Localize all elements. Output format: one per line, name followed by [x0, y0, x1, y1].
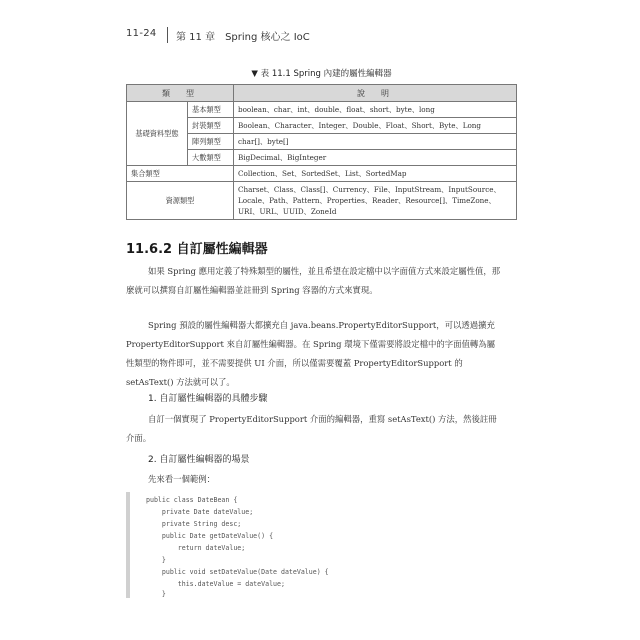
- page-number: 11-24: [126, 28, 157, 39]
- subsection-heading: 2. 自訂屬性編輯器的場景: [148, 455, 250, 465]
- paragraph: 如果 Spring 應用定義了特殊類型的屬性，並且希望在設定檔中以字面值方式來設定屬性值，那麼就可以撰寫自訂屬性編輯器並註冊到 Spring 容器的方式來實現。: [126, 266, 501, 295]
- category-cell: 資源類型: [127, 182, 234, 220]
- code-line: }: [146, 556, 166, 564]
- page-header: [126, 28, 526, 44]
- paragraph: 自訂一個實現了 PropertyEditorSupport 介面的編輯器，重寫 setAsText() 方法，然後註冊介面。: [126, 414, 497, 443]
- code-block: [126, 492, 502, 598]
- description-cell: BigDecimal、BigInteger: [234, 150, 517, 166]
- table-row: [127, 182, 517, 220]
- paragraph: 先來看一個範例：: [148, 474, 215, 484]
- table-row: [127, 166, 517, 182]
- code-block-bar: [126, 492, 130, 598]
- section-heading: 11.6.2 自訂屬性編輯器: [126, 242, 268, 257]
- code-line: private String desc;: [146, 520, 242, 528]
- header-divider: [167, 27, 168, 43]
- paragraph: Spring 預設的屬性編輯器大都擴充自 java.beans.PropertyEditorSupport，可以透過擴充 PropertyEditorSupport 來自訂屬性編輯器。在 Spring 環境下僅需要將設定檔中的字面值轉為屬性類型的物件即可，並不需要提供 UI 介面，所以僅需要覆蓋 PropertyEditorSupport 的 setAsText() 方法就可以了。: [126, 320, 495, 387]
- description-cell: Collection、Set、SortedSet、List、SortedMap: [234, 166, 517, 182]
- code-line: public class DateBean {: [146, 496, 238, 504]
- description-cell: Charset、Class、Class[]、Currency、File、InputStream、InputSource、Locale、Path、Pattern、Properties、Reader、Resource[]、TimeZone、URI、URL、UUID、ZoneId: [234, 182, 517, 220]
- subcategory-cell: 陣列類型: [188, 134, 234, 150]
- code-line: private Date dateValue;: [146, 508, 254, 516]
- subsection-heading: 1. 自訂屬性編輯器的具體步驟: [148, 394, 268, 404]
- table-caption: ▼ 表 11.1 Spring 內建的屬性編輯器: [251, 69, 392, 79]
- description-cell: Boolean、Character、Integer、Double、Float、Short、Byte、Long: [234, 118, 517, 134]
- code-line: public Date getDateValue() {: [146, 532, 274, 540]
- chapter-title: 第 11 章 Spring 核心之 IoC: [176, 32, 310, 43]
- code-line: return dateValue;: [146, 544, 246, 552]
- description-cell: boolean、char、int、double、float、short、byte、long: [234, 102, 517, 118]
- subcategory-cell: 大數類型: [188, 150, 234, 166]
- subcategory-cell: 封裝類型: [188, 118, 234, 134]
- table-header-row: [127, 85, 517, 102]
- category-cell: 集合類型: [127, 166, 234, 182]
- category-cell: 基礎資料型態: [127, 102, 188, 166]
- subcategory-cell: 基本類型: [188, 102, 234, 118]
- code-line: }: [146, 590, 166, 598]
- column-header-description: 說 明: [234, 85, 517, 102]
- description-cell: char[]、byte[]: [234, 134, 517, 150]
- column-header-type: 類 型: [127, 85, 234, 102]
- code-line: public void setDateValue(Date dateValue) {: [146, 568, 329, 576]
- property-editor-table: [126, 84, 517, 220]
- code-line: this.dateValue = dateValue;: [146, 580, 285, 588]
- table-row: [127, 102, 517, 118]
